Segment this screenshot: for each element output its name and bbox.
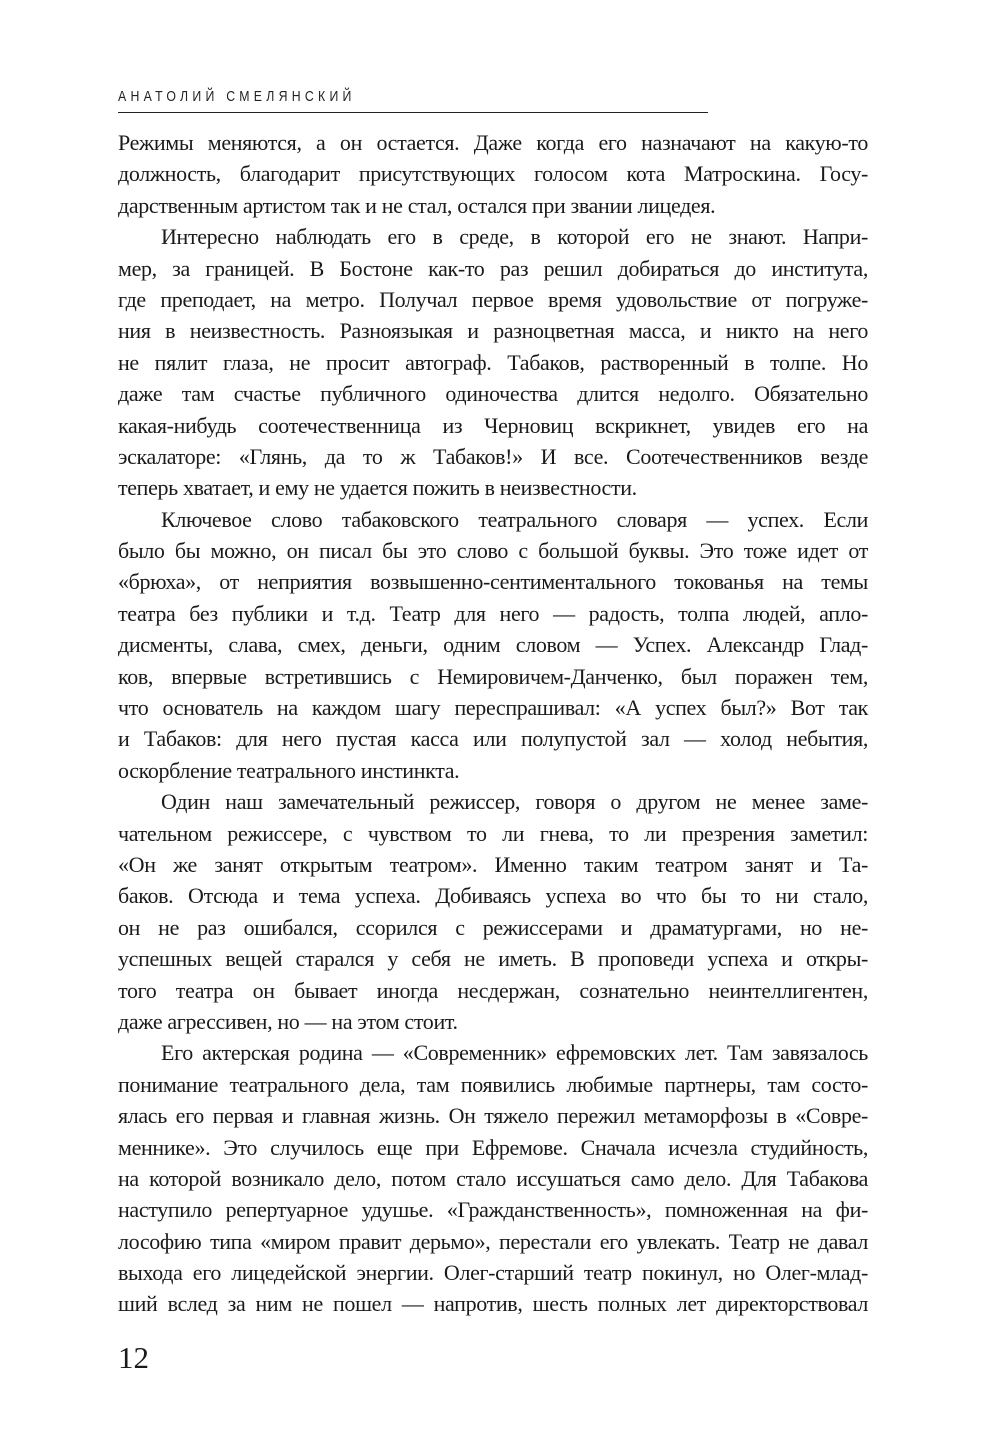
- text-line: должность, благодарит присутствующих голосом кота Матроскина. Госу-: [118, 161, 868, 187]
- text-line: Один наш замечательный режиссер, говоря о другом не менее заме-: [161, 789, 868, 815]
- paragraph: [118, 127, 868, 221]
- text-line: понимание театрального дела, там появились любимые партнеры, там состо-: [118, 1071, 868, 1097]
- text-line: Режимы меняются, а он остается. Даже когда его назначают на какую-то: [118, 130, 868, 155]
- text-line: на которой возникало дело, потом стало иссушаться само дело. Для Табакова: [118, 1165, 868, 1191]
- page-number: 12: [118, 1340, 149, 1375]
- body-text: [118, 127, 868, 1320]
- text-line: меннике». Это случилось еще при Ефремове. Сначала исчезла студийность,: [118, 1134, 868, 1160]
- text-line: успешных вещей старался у себя не иметь. В проповеди успеха и откры-: [118, 946, 868, 972]
- text-line: Интересно наблюдать его в среде, в которой его не знают. Напри-: [161, 224, 868, 250]
- text-line: театра без публики и т.д. Театр для него — радость, толпа людей, апло-: [118, 600, 868, 626]
- text-line: теперь хватает, и ему не удается пожить в неизвестности.: [118, 475, 637, 501]
- text-line: дарственным артистом так и не стал, остался при звании лицедея.: [118, 192, 716, 218]
- text-line: и Табаков: для него пустая касса или полупустой зал — холод небытия,: [118, 726, 868, 752]
- text-line: он не раз ошибался, ссорился с режиссерами и драматургами, но не-: [118, 914, 868, 940]
- text-line: наступило репертуарное удушье. «Гражданственность», помноженная на фи-: [118, 1197, 868, 1223]
- text-line: Его актерская родина — «Современник» ефремовских лет. Там завязалось: [161, 1040, 868, 1066]
- text-line: лософию типа «миром правит дерьмо», перестали его увлекать. Театр не давал: [118, 1228, 868, 1254]
- text-line: где преподает, на метро. Получал первое время удовольствие от погруже-: [118, 286, 868, 312]
- header-rule: [118, 112, 708, 113]
- text-line: ший вслед за ним не пошел — напротив, шесть полных лет директорствовал: [118, 1291, 868, 1317]
- paragraph: [118, 786, 868, 1037]
- text-line: Ключевое слово табаковского театрального словаря — успех. Если: [161, 506, 868, 532]
- text-line: «Он же занят открытым театром». Именно таким театром занят и Та-: [118, 851, 868, 877]
- text-line: что основатель на каждом шагу переспрашивал: «А успех был?» Вот так: [118, 695, 868, 721]
- text-line: баков. Отсюда и тема успеха. Добиваясь успеха во что бы то ни стало,: [118, 883, 868, 909]
- text-line: даже агрессивен, но — на этом стоит.: [118, 1008, 458, 1034]
- text-line: какая-нибудь соотечественница из Черновиц вскрикнет, увидев его на: [118, 412, 868, 438]
- text-line: выхода его лицедейской энергии. Олег-старший театр покинул, но Олег-млад-: [118, 1260, 868, 1286]
- text-line: того театра он бывает иногда несдержан, сознательно неинтеллигентен,: [118, 977, 868, 1003]
- paragraph: [118, 504, 868, 787]
- text-line: даже там счастье публичного одиночества длится недолго. Обязательно: [118, 381, 868, 407]
- text-line: ков, впервые встретившись с Немировичем-Данченко, был поражен тем,: [118, 663, 868, 689]
- paragraph: [118, 1037, 868, 1320]
- paragraph: [118, 221, 868, 504]
- text-line: «брюха», от неприятия возвышенно-сентиментального токованья на темы: [118, 569, 868, 595]
- running-head-author: АНАТОЛИЙ СМЕЛЯНСКИЙ: [118, 88, 356, 105]
- text-line: ялась его первая и главная жизнь. Он тяжело пережил метаморфозы в «Совре-: [118, 1103, 868, 1129]
- text-line: чательном режиссере, с чувством то ли гнева, то ли презрения заметил:: [118, 820, 868, 846]
- text-line: эскалаторе: «Глянь, да то ж Табаков!» И все. Соотечественников везде: [118, 443, 868, 469]
- text-line: мер, за границей. В Бостоне как-то раз решил добираться до института,: [118, 255, 868, 281]
- text-line: не пялит глаза, не просит автограф. Табаков, растворенный в толпе. Но: [118, 349, 868, 375]
- text-line: было бы можно, он писал бы это слово с большой буквы. Это тоже идет от: [118, 538, 868, 564]
- text-line: дисменты, слава, смех, деньги, одним словом — Успех. Александр Глад-: [118, 632, 868, 658]
- text-line: ния в неизвестность. Разноязыкая и разноцветная масса, и никто на него: [118, 318, 868, 344]
- text-line: оскорбление театрального инстинкта.: [118, 757, 460, 783]
